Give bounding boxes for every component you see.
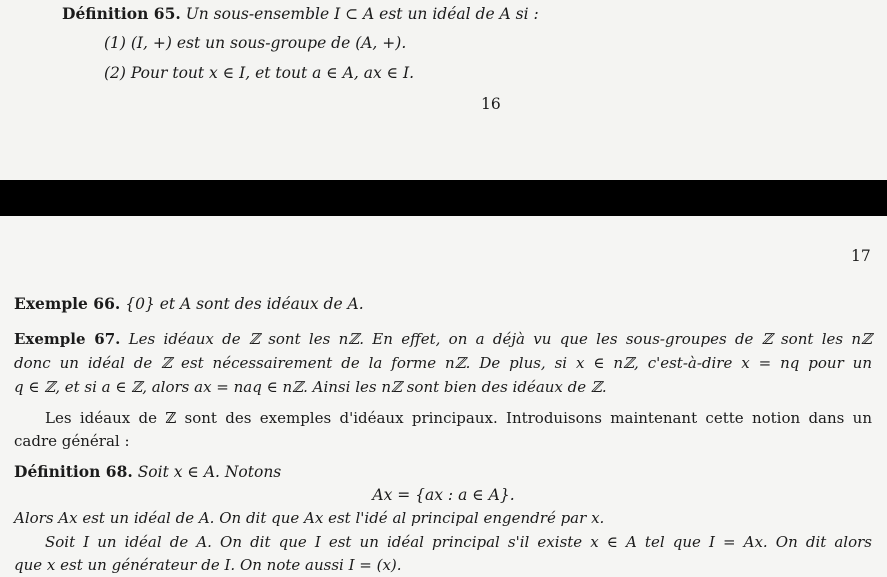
definition-65-item-2: (2) Pour tout x ∈ I, et tout a ∈ A, ax ∈ I. [104, 64, 415, 82]
definition-68-line-2: Soit I un idéal de A. On dit que I est un idéal principal s'il existe x ∈ A tel que I = Ax. On dit alors [45, 533, 872, 551]
exemple-67-line-3: q ∈ ℤ, et si a ∈ ℤ, alors ax = naq ∈ nℤ. Ainsi les nℤ sont bien des idéaux de ℤ. [14, 378, 607, 396]
page-16 [0, 0, 887, 180]
exemple-67-label: Exemple 67. [14, 330, 121, 348]
page-number-17: 17 [851, 247, 871, 265]
definition-68-text: Soit x ∈ A. Notons [137, 463, 282, 481]
page-divider [0, 180, 887, 216]
definition-68-formula: Ax = {ax : a ∈ A}. [372, 486, 515, 504]
definition-65 [62, 4, 539, 23]
exemple-67-line-2: donc un idéal de ℤ est nécessairement de la forme nℤ. De plus, si x ∈ nℤ, c'est-à-dire x = nq pour un [14, 354, 872, 372]
exemple-66 [14, 294, 364, 313]
paragraph-line-2: cadre général : [14, 432, 130, 450]
exemple-66-text: {0} et A sont des idéaux de A. [125, 295, 364, 313]
definition-68 [14, 462, 281, 481]
page-number-16: 16 [481, 95, 501, 113]
definition-65-label: Définition 65. [62, 4, 181, 23]
exemple-67-line-1-text: Les idéaux de ℤ sont les nℤ. En effet, on a déjà vu que les sous-groupes de ℤ sont les nℤ [128, 330, 872, 348]
definition-68-label: Définition 68. [14, 462, 133, 481]
exemple-66-label: Exemple 66. [14, 294, 121, 313]
definition-65-text: Un sous-ensemble I ⊂ A est un idéal de A si : [185, 5, 539, 23]
definition-68-line-1: Alors Ax est un idéal de A. On dit que Ax est l'idé al principal engendré par x. [14, 509, 605, 527]
paragraph-line-1: Les idéaux de ℤ sont des exemples d'idéaux principaux. Introduisons maintenant cette notion dans un [45, 409, 872, 427]
exemple-67-line-1 [14, 330, 872, 348]
definition-68-line-3: que x est un générateur de I. On note aussi I = (x). [14, 556, 402, 574]
definition-65-item-1: (1) (I, +) est un sous-groupe de (A, +). [104, 34, 407, 52]
